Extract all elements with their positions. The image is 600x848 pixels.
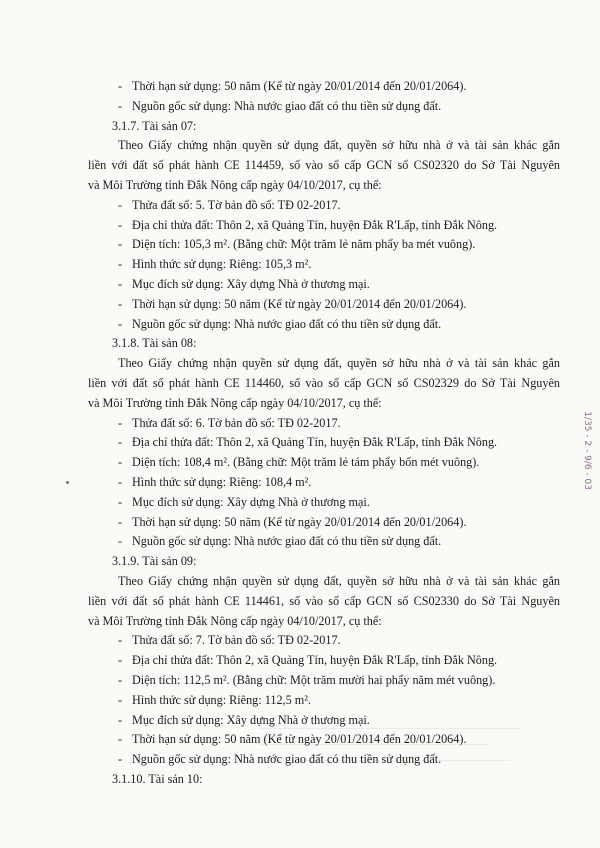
bullet-dash: - (118, 316, 123, 331)
bullet-item (88, 433, 560, 453)
bullet-dash: - (118, 732, 123, 747)
bullet-item (88, 196, 560, 216)
bullet-item (88, 473, 560, 493)
bullet-item (88, 532, 560, 552)
bullet-text: Thời hạn sử dụng: 50 năm (Kể từ ngày 20/01/2014 đến 20/01/2064). (132, 514, 467, 529)
bullet-text: Nguồn gốc sử dụng: Nhà nước giao đất có thu tiền sử dụng đất. (132, 98, 442, 113)
bullet-text: Thời hạn sử dụng: 50 năm (Kể từ ngày 20/01/2014 đến 20/01/2064). (132, 79, 467, 93)
bullet-text: Diện tích: 108,4 m². (Bằng chữ: Một trăm lẻ tám phẩy bốn mét vuông). (132, 455, 480, 470)
bullet-item (88, 513, 560, 533)
bullet-text: Thửa đất số: 6. Tờ bản đồ số: TĐ 02-2017. (132, 415, 341, 430)
bullet-text: Thời hạn sử dụng: 50 năm (Kể từ ngày 20/01/2014 đến 20/01/2064). (132, 732, 467, 747)
bullet-item (88, 651, 560, 671)
bullet-dash: - (118, 752, 123, 767)
bullet-text: Hình thức sử dụng: Riêng: 112,5 m². (132, 692, 311, 707)
bullet-item (88, 671, 560, 691)
bullet-item (88, 453, 560, 473)
bullet-item (88, 691, 560, 711)
bullet-item (88, 631, 560, 651)
bleed-through-line (260, 728, 520, 729)
bullet-dash: - (118, 653, 123, 668)
bullet-text: Diện tích: 105,3 m². (Bằng chữ: Một trăm lẻ năm phẩy ba mét vuông). (132, 237, 476, 252)
paragraph-line: và Môi Trường tỉnh Đắk Nông cấp ngày 04/10/2017, cụ thể: (88, 395, 382, 410)
bullet-text: Hình thức sử dụng: Riêng: 108,4 m². (132, 474, 312, 489)
bullet-item (88, 235, 560, 255)
paragraph-line: liền với đất số phát hành CE 114460, số vào sổ cấp GCN số CS02329 do Sở Tài Nguyên (88, 375, 560, 390)
paragraph-line: Theo Giấy chứng nhận quyền sử dụng đất, quyền sở hữu nhà ở và tài sản khác gắn (118, 138, 560, 153)
bullet-item (88, 315, 560, 335)
bullet-text: Nguồn gốc sử dụng: Nhà nước giao đất có thu tiền sử dụng đất. (132, 534, 442, 549)
bullet-item (88, 275, 560, 295)
bullet-dash: - (118, 514, 123, 529)
bullet-dash: - (118, 494, 123, 509)
bullet-dash: - (118, 79, 123, 93)
bullet-text: Thời hạn sử dụng: 50 năm (Kể từ ngày 20/01/2014 đến 20/01/2064). (132, 296, 467, 311)
paragraph-line: liền với đất số phát hành CE 114459, số vào sổ cấp GCN số CS02320 do Sở Tài Nguyên (88, 158, 560, 173)
bullet-text: Mục đích sử dụng: Xây dựng Nhà ở thương mại. (132, 276, 370, 291)
bullet-text: Địa chỉ thửa đất: Thôn 2, xã Quảng Tín, huyện Đắk R'Lấp, tỉnh Đắk Nông. (132, 653, 498, 668)
scan-speck (66, 481, 69, 484)
bullet-dash: - (118, 257, 123, 272)
bullet-text: Diện tích: 112,5 m². (Bằng chữ: Một trăm mười hai phẩy năm mét vuông). (132, 672, 496, 687)
margin-handwritten-note: 1/35 - 2 - 9/6 - 03 (582, 411, 592, 490)
paragraph-line: Theo Giấy chứng nhận quyền sử dụng đất, quyền sở hữu nhà ở và tài sản khác gắn (118, 573, 560, 588)
bullet-text: Mục đích sử dụng: Xây dựng Nhà ở thương mại. (132, 494, 370, 509)
bullet-dash: - (118, 98, 123, 113)
bullet-dash: - (118, 237, 123, 252)
bullet-text: Thửa đất số: 5. Tờ bản đồ số: TĐ 02-2017. (132, 197, 341, 212)
bullet-dash: - (118, 692, 123, 707)
section-heading: 3.1.7. Tài sản 07: (112, 118, 197, 133)
bullet-dash: - (118, 435, 123, 450)
bullet-text: Nguồn gốc sử dụng: Nhà nước giao đất có thu tiền sử dụng đất. (132, 752, 442, 767)
bullet-dash: - (118, 415, 123, 430)
bullet-dash: - (118, 455, 123, 470)
section-heading: 3.1.10. Tài sản 10: (112, 771, 203, 786)
bullet-item (88, 295, 560, 315)
bullet-dash: - (118, 633, 123, 648)
bullet-dash: - (118, 712, 123, 727)
bullet-text: Hình thức sử dụng: Riêng: 105,3 m². (132, 257, 312, 272)
section-heading: 3.1.8. Tài sản 08: (112, 336, 197, 351)
bullet-text: Mục đích sử dụng: Xây dựng Nhà ở thương mại. (132, 712, 370, 727)
bullet-item (88, 730, 560, 750)
bullet-item (88, 255, 560, 275)
bullet-dash: - (118, 217, 123, 232)
paragraph-line: liền với đất số phát hành CE 114461, số vào sổ cấp GCN số CS02330 do Sở Tài Nguyên (88, 593, 560, 608)
bullet-dash: - (118, 296, 123, 311)
paragraph-line: và Môi Trường tỉnh Đắk Nông cấp ngày 04/10/2017, cụ thể: (88, 613, 382, 628)
paragraph-line: Theo Giấy chứng nhận quyền sử dụng đất, quyền sở hữu nhà ở và tài sản khác gắn (118, 356, 560, 371)
bullet-dash: - (118, 534, 123, 549)
bullet-item (88, 97, 560, 117)
bleed-through-line (260, 760, 510, 761)
bullet-dash: - (118, 276, 123, 291)
bullet-dash: - (118, 197, 123, 212)
bullet-dash: - (118, 474, 123, 489)
bullet-text: Địa chỉ thửa đất: Thôn 2, xã Quảng Tín, huyện Đắk R'Lấp, tỉnh Đắk Nông. (132, 217, 498, 232)
document-body (88, 77, 560, 790)
bullet-dash: - (118, 672, 123, 687)
bullet-text: Nguồn gốc sử dụng: Nhà nước giao đất có thu tiền sử dụng đất. (132, 316, 442, 331)
bullet-text: Thửa đất số: 7. Tờ bản đồ số: TĐ 02-2017. (132, 633, 341, 648)
paragraph-line: và Môi Trường tỉnh Đắk Nông cấp ngày 04/10/2017, cụ thể: (88, 177, 382, 192)
bleed-through-line (260, 744, 490, 745)
bullet-item (88, 493, 560, 513)
bullet-item (88, 414, 560, 434)
bullet-text: Địa chỉ thửa đất: Thôn 2, xã Quảng Tín, huyện Đắk R'Lấp, tỉnh Đắk Nông. (132, 435, 498, 450)
bullet-item (88, 216, 560, 236)
section-heading: 3.1.9. Tài sản 09: (112, 554, 197, 569)
bullet-item (88, 77, 560, 97)
